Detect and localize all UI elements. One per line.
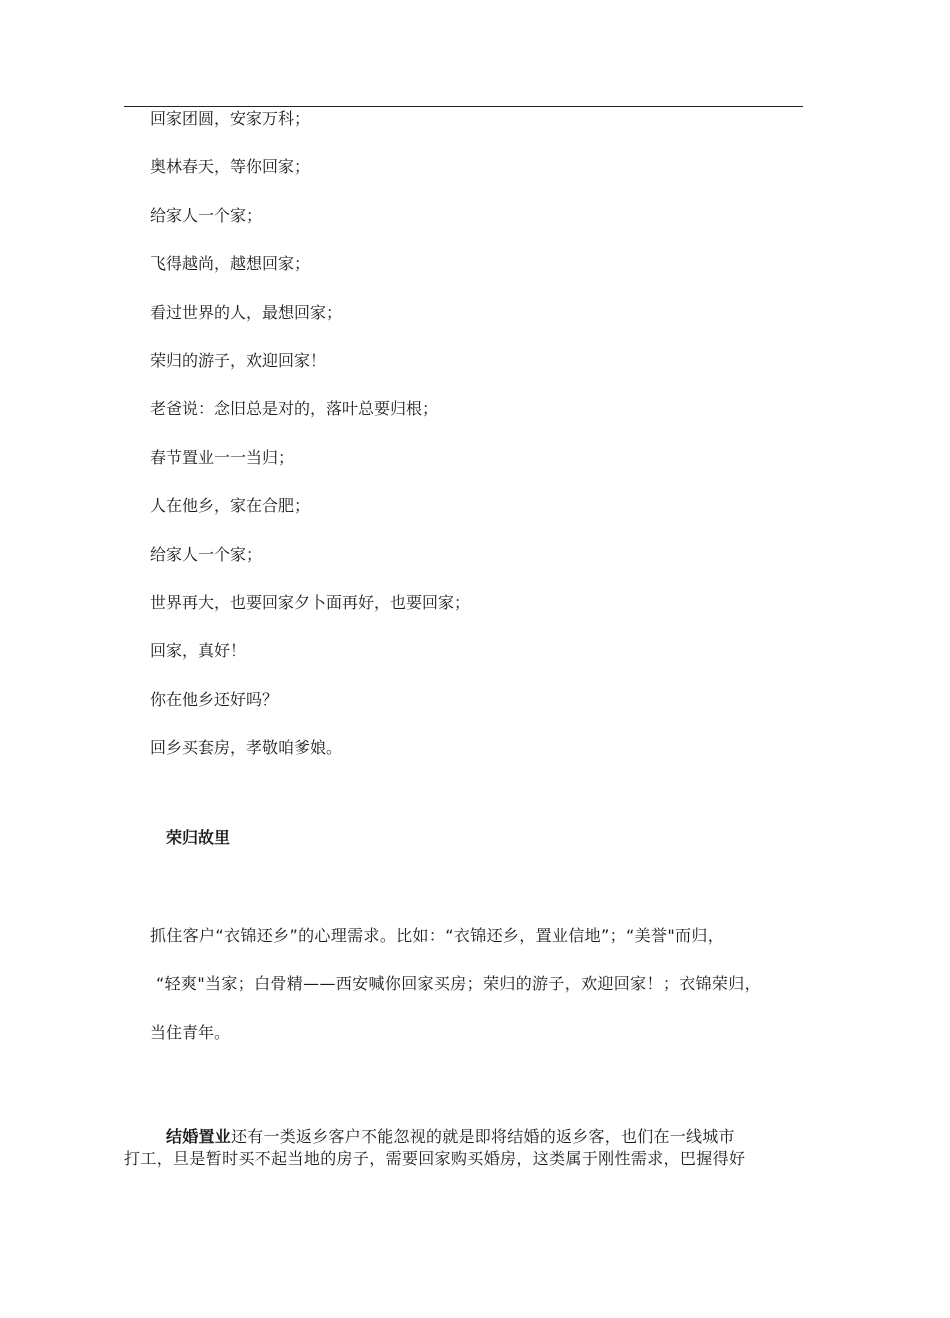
inline-heading: 结婚置业 [166,1127,232,1146]
slogan-line: 给家人一个家； [150,205,263,225]
slogan-line: 回家，真好！ [150,641,247,661]
slogan-list [150,108,470,785]
slogan-line: 回乡买套房，孝敬咱爹娘。 [150,738,343,758]
paragraph-line: 当住青年。 [150,1022,231,1042]
slogan-line: 你在他乡还好吗？ [150,689,279,709]
paragraph-line [124,1126,803,1148]
paragraph-line: 抓住客户“衣锦还乡”的心理需求。比如：“衣锦还乡，置业信地”；“美誉"而归， [150,926,725,945]
slogan-line: 春节置业一一当归； [150,447,295,467]
slogan-line: 世界再大，也要回家夕卜面再好，也要回家； [150,592,471,612]
slogan-line: 奥林春天，等你回家； [150,157,311,177]
slogan-line: 荣归的游子，欢迎回家！ [150,350,327,370]
slogan-line: 人在他乡，家在合肥； [150,496,311,516]
header-rule [124,106,803,107]
section-paragraph [150,922,805,1067]
slogan-line: 回家团圆，安家万科； [150,109,311,128]
paragraph-text: 还有一类返乡客户不能忽视的就是即将结婚的返乡客，也们在一线城市 [231,1127,735,1146]
slogan-line: 老爸说：念旧总是对的，落叶总要归根； [150,399,439,419]
slogan-line: 看过世界的人，最想回家； [150,302,343,322]
paragraph-line: “轻爽"当家；白骨精——西安喊你回家买房；荣归的游子，欢迎回家！；衣锦荣归， [156,974,761,994]
section-title: 荣归故里 [166,828,231,847]
slogan-line: 给家人一个家； [150,544,263,564]
slogan-line: 飞得越尚，越想回家； [150,254,311,274]
marriage-paragraph [124,1126,803,1170]
paragraph-line: 打工，旦是暂时买不起当地的房子，需要回家购买婚房，这类属于刚性需求，巴握得好 [124,1149,746,1168]
